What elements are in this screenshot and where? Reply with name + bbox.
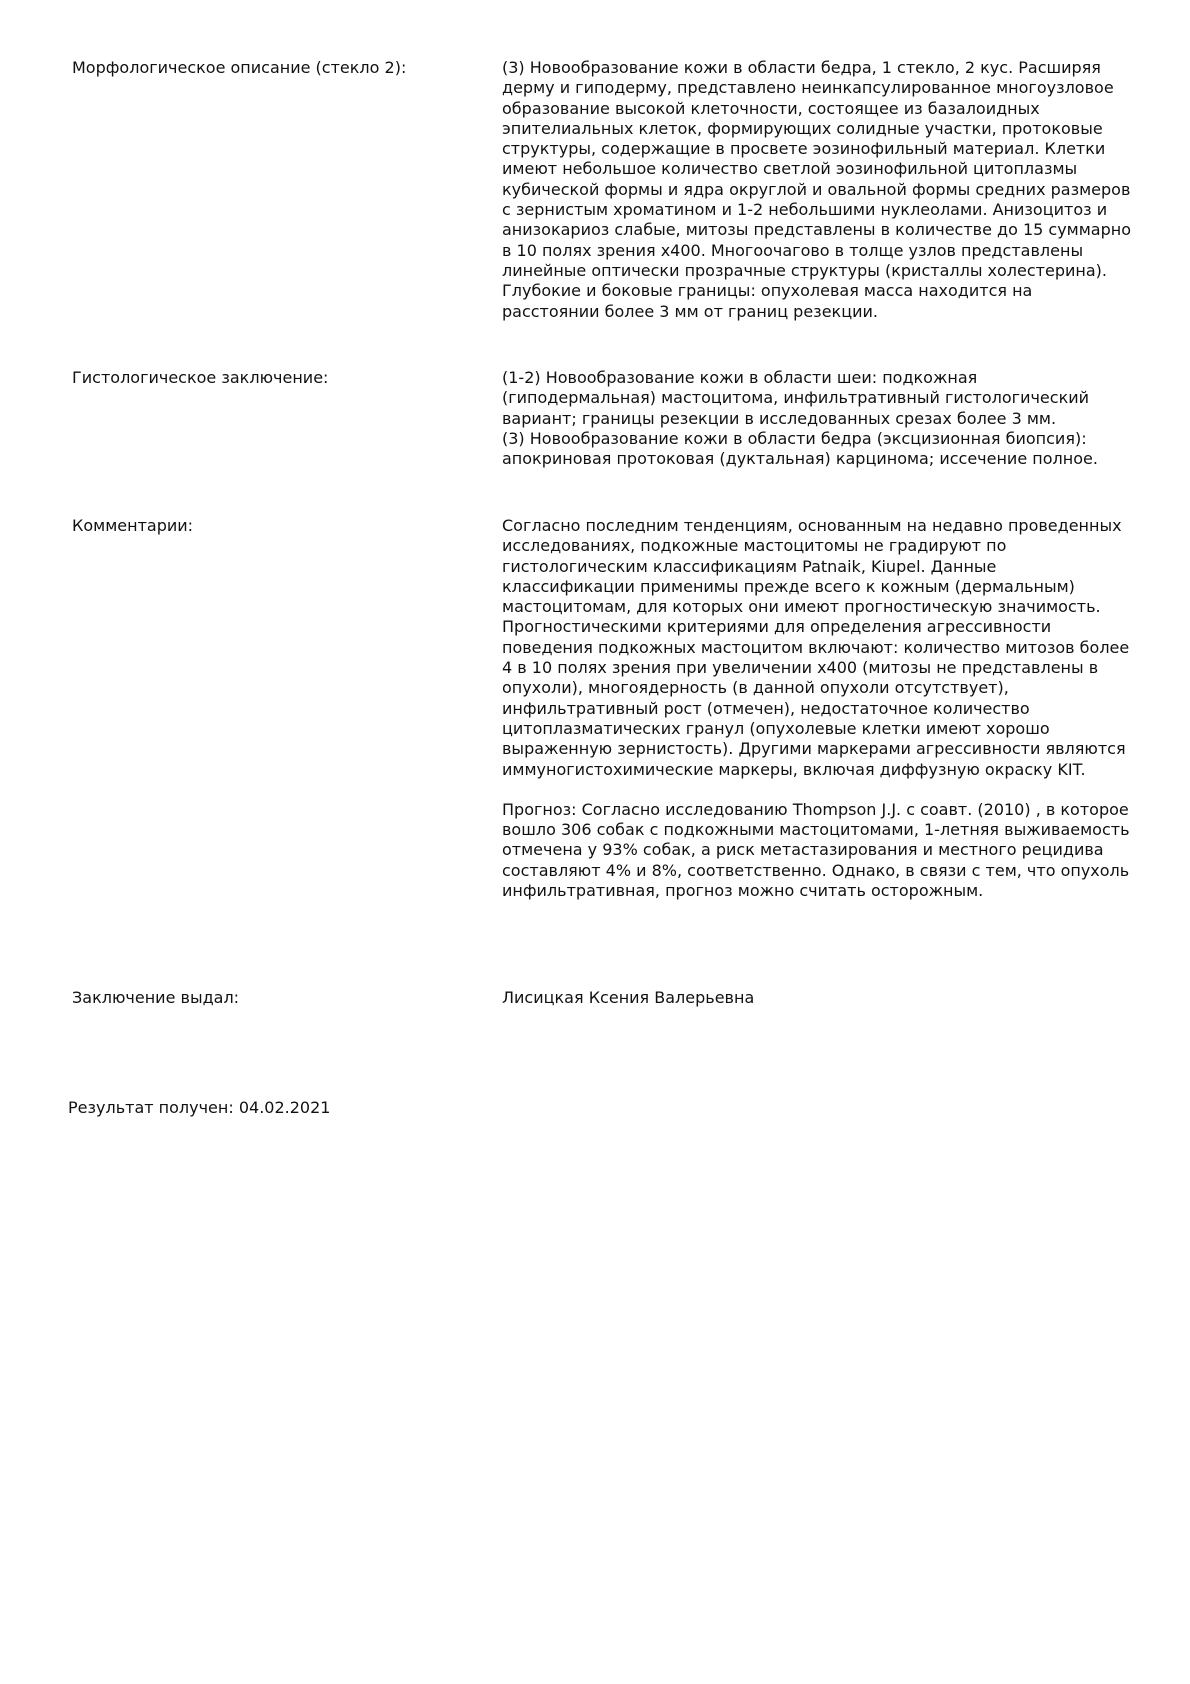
histology-label: Гистологическое заключение: [72,368,329,387]
morphology-text [502,58,1132,322]
issued-by-label: Заключение выдал: [72,988,240,1007]
histology-paragraph-1: (1-2) Новообразование кожи в области шеи: подкожная (гиподермальная) мастоцитома, инфильтративный гистологический вариант; границы резекции в исследованных срезах более 3 мм. [502,368,1090,428]
comments-paragraph-2: Прогностическими критериями для определения агрессивности поведения подкожных мастоцитом включают: количество митозов более 4 в 10 полях зрения при увеличении х400 (митозы не представлены в опухоли), многоядерность (в данной опухоли отсутствует), инфильтративный рост (отмечен), недостаточное количество цитоплазматических гранул (опухолевые клетки имеют хорошо выраженную зернистость). Другими маркерами агрессивности являются иммуногистохимические маркеры, включая диффузную окраску KIT. [502,617,1130,779]
result-date: Результат получен: 04.02.2021 [68,1098,331,1117]
morphology-label: Морфологическое описание (стекло 2): [72,58,407,77]
issued-by-name [502,988,1132,1008]
comments-paragraph-1: Согласно последним тенденциям, основанным на недавно проведенных исследованиях, подкожные мастоцитомы не градируют по гистологическим классификациям Patnaik, Kiupel. Данные классификации применимы прежде всего к кожным (дермальным) мастоцитомам, для которых они имеют прогностическую значимость. [502,516,1122,617]
morphology-paragraph: (3) Новообразование кожи в области бедра, 1 стекло, 2 кус. Расширяя дерму и гиподерму, представлено неинкапсулированное многоузловое образование высокой клеточности, состоящее из базалоидных эпителиальных клеток, формирующих солидные участки, протоковые структуры, содержащие в просвете эозинофильный материал. Клетки имеют небольшое количество светлой эозинофильной цитоплазмы кубической формы и ядра округлой и овальной формы средних размеров с зернистым хроматином и 1-2 небольшими нуклеолами. Анизоцитоз и анизокариоз слабые, митозы представлены в количестве до 15 суммарно в 10 полях зрения х400. Многоочагово в толще узлов представлены линейные оптически прозрачные структуры (кристаллы холестерина). Глубокие и боковые границы: опухолевая масса находится на расстоянии более 3 мм от границ резекции. [502,58,1132,321]
comments-text [502,516,1132,901]
comments-prognosis-paragraph: Прогноз: Согласно исследованию Thompson J.J. с соавт. (2010) , в которое вошло 306 собак с подкожными мастоцитомами, 1-летняя выживаемость отмечена у 93% собак, а риск метастазирования и местного рецидива составляют 4% и 8%, соответственно. Однако, в связи с тем, что опухоль инфильтративная, прогноз можно считать осторожным. [502,799,1130,901]
histology-paragraph-2: (3) Новообразование кожи в области бедра (эксцизионная биопсия): апокриновая протоковая (дуктальная) карцинома; иссечение полное. [502,428,1098,469]
histology-text [502,368,1132,469]
paragraph-spacer [502,780,1132,800]
issued-by-name-text: Лисицкая Ксения Валерьевна [502,988,755,1007]
comments-label: Комментарии: [72,516,194,535]
